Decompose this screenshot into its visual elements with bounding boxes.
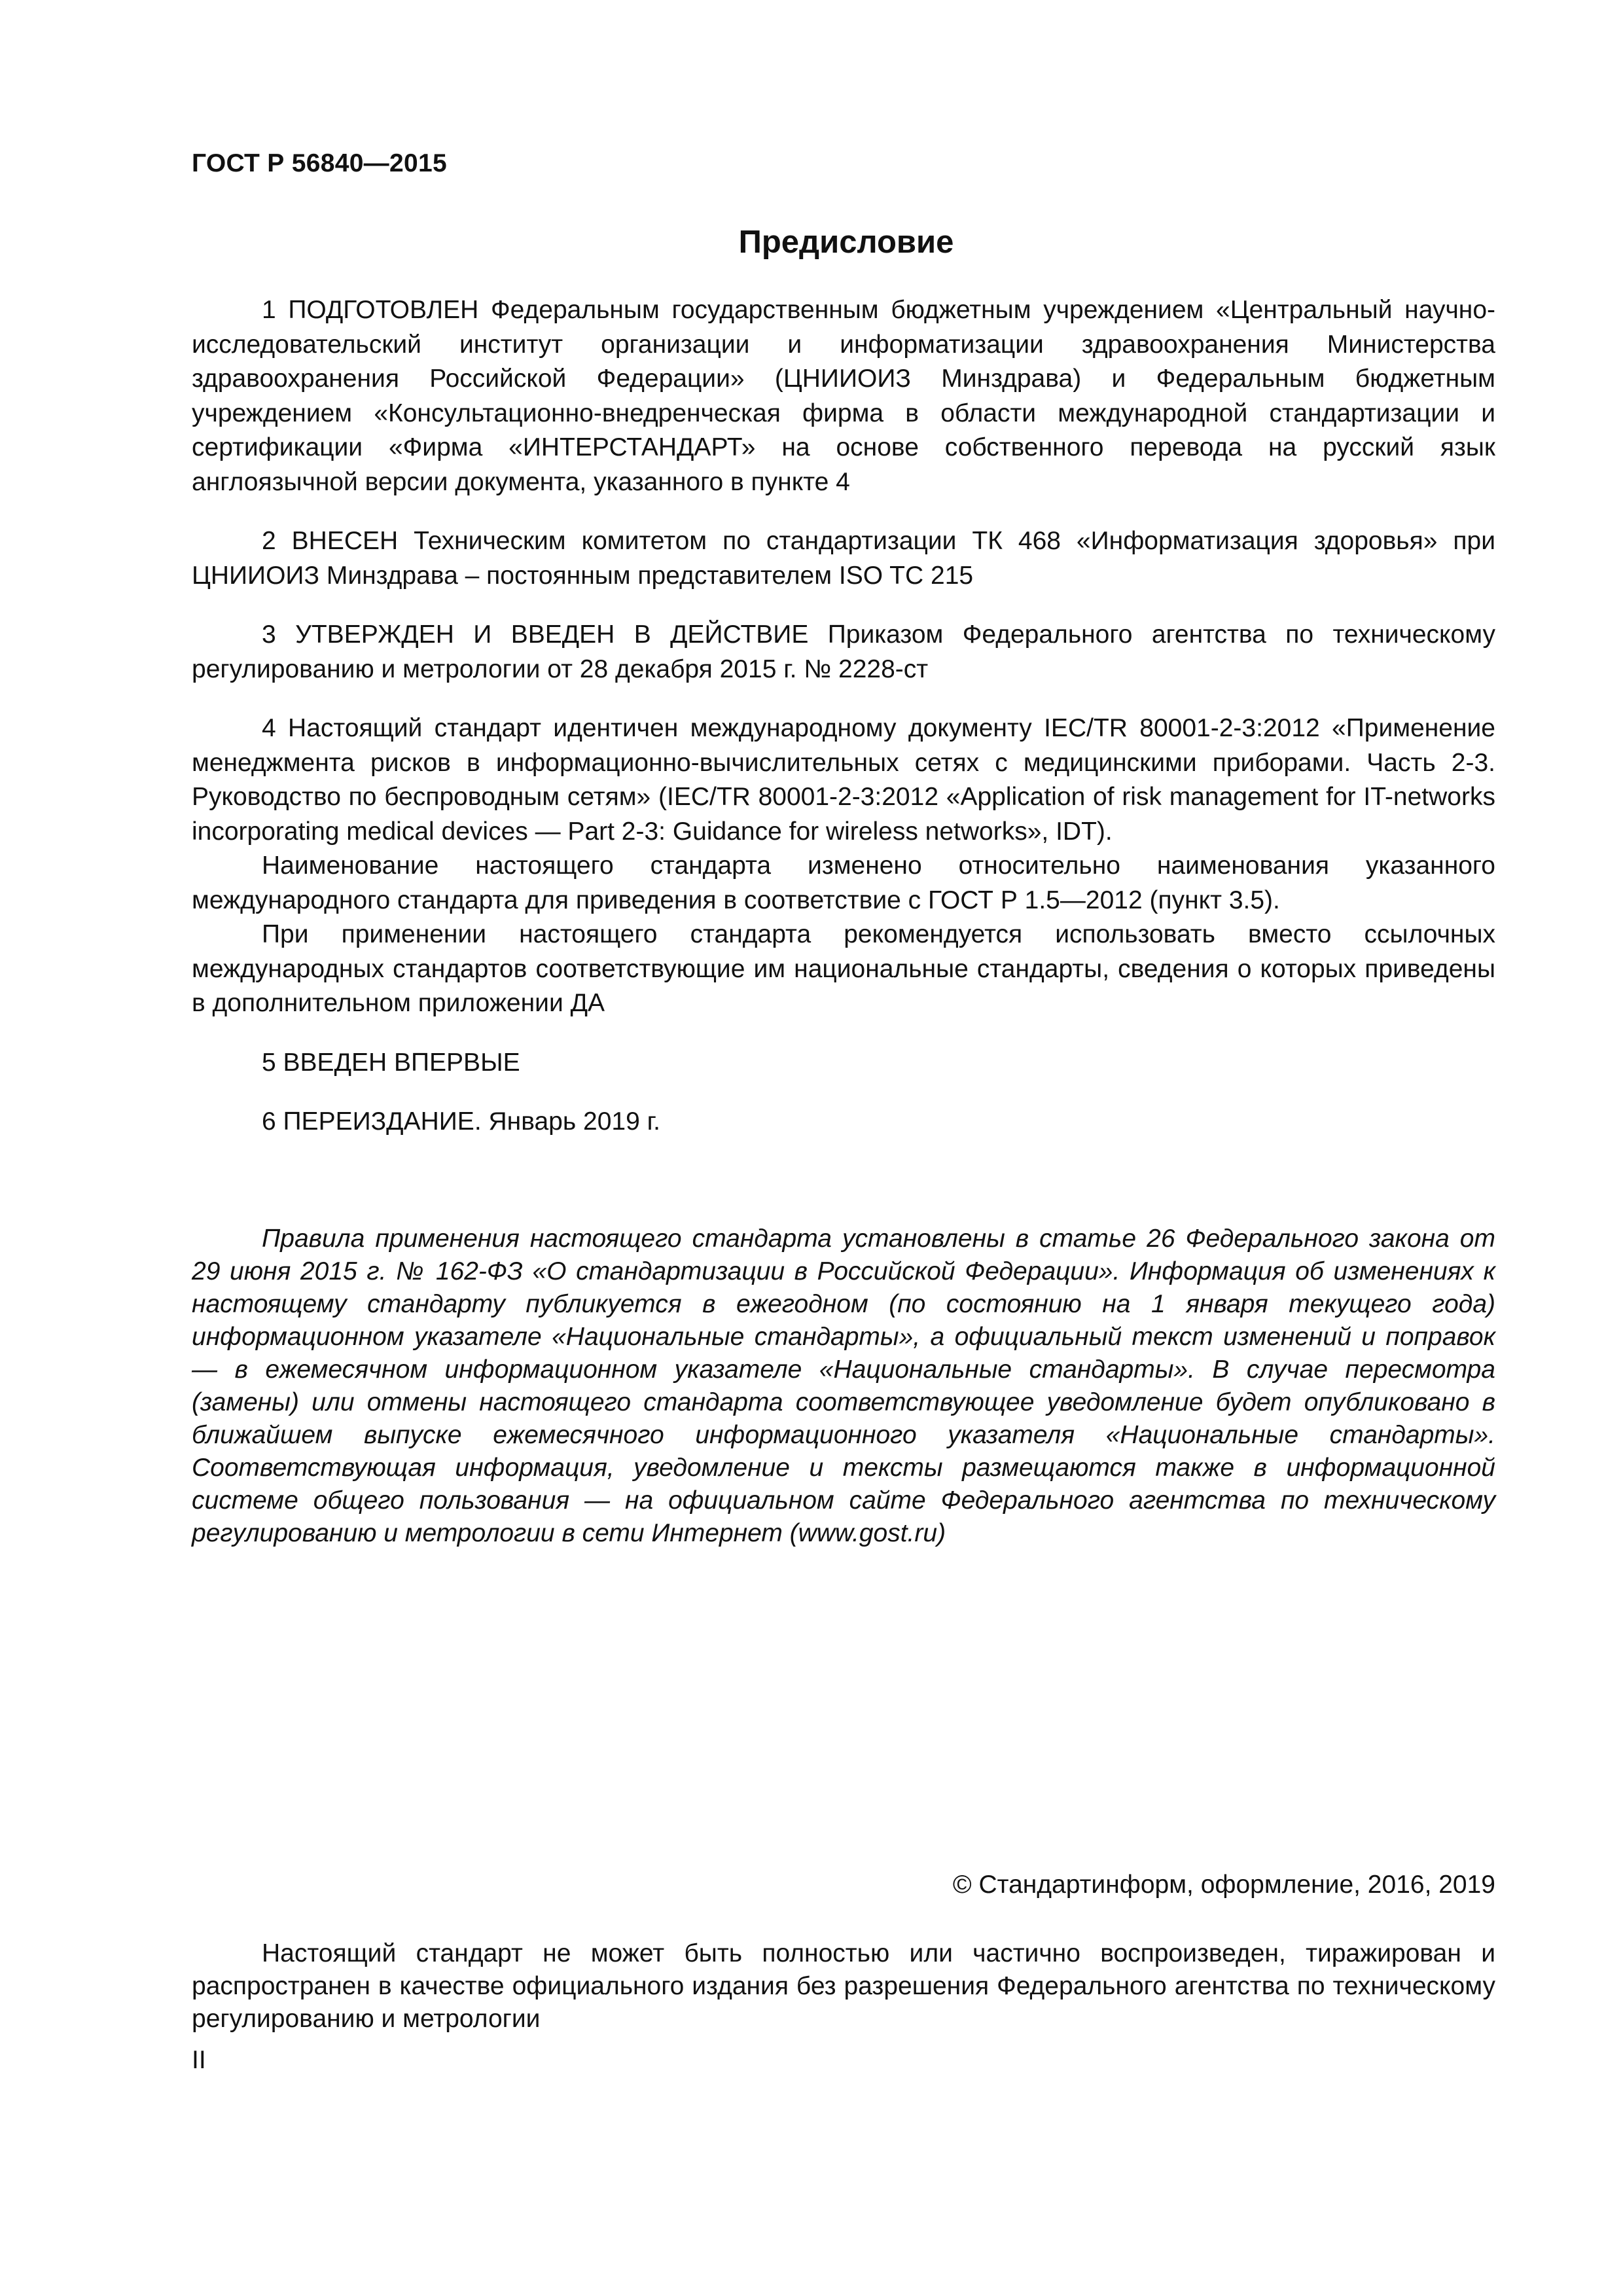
paragraph-national-standards: При применении настоящего стандарта рекомендуется использовать вместо ссылочных международных стандартов соответствующие им национальные стандарты, сведения о которых приведены в дополнительном приложении ДА [192, 920, 1495, 1017]
paragraph-name-changed: Наименование настоящего стандарта изменено относительно наименования указанного международного стандарта для приведения в соответствие с ГОСТ Р 1.5—2012 (пункт 3.5). [192, 852, 1495, 914]
copyright-line: © Стандартинформ, оформление, 2016, 2019 [952, 1871, 1495, 1899]
reproduction-text: Настоящий стандарт не может быть полностью или частично воспроизведен, тиражирован и распространен в качестве официального издания без разрешения Федерального агентства по техническому регулированию и метрологии [192, 1939, 1495, 2033]
paragraph-prepared-by: 1 ПОДГОТОВЛЕН Федеральным государственным бюджетным учреждением «Центральный научно-исследовательский институт организации и информатизации здравоохранения Министерства здравоохранения Российской Федерации» (ЦНИИОИЗ Минздрава) и Федеральным бюджетным учреждением «Консультационно-внедренческая фирма в области международной стандартизации и сертификации «Фирма «ИНТЕРСТАНДАРТ» на основе собственного перевода на русский язык англоязычной версии документа, указанного в пункте 4 [192, 296, 1495, 496]
paragraph-introduced-by: 2 ВНЕСЕН Техническим комитетом по стандартизации ТК 468 «Информатизация здоровья» при ЦНИИОИЗ Минздрава – постоянным представителем ISO TC 215 [192, 527, 1495, 590]
page-title: Предисловие [738, 224, 954, 260]
notice-text: Правила применения настоящего стандарта установлены в статье 26 Федерального закона от 29 июня 2015 г. № 162-ФЗ «О стандартизации в Российской Федерации». Информация об изменениях к настоящему стандарту публикуется в ежегодном (по состоянию на 1 января текущего года) информационном указателе «Национальные стандарты», а официальный текст изменений и поправок — в ежемесячном информационном указателе «Национальные стандарты». В случае пересмотра (замены) или отмены настоящего стандарта соответствующее уведомление будет опубликовано в ближайшем выпуске ежемесячного информационного указателя «Национальные стандарты». Соответствующая информация, уведомление и тексты размещаются также в информационной системе общего пользования — на официальном сайте Федерального агентства по техническому регулированию и метрологии в сети Интернет (www.gost.ru) [192, 1225, 1495, 1547]
foreword-body [192, 293, 1495, 1139]
application-rules-notice [192, 1223, 1495, 1550]
standard-code-header: ГОСТ Р 56840—2015 [192, 149, 447, 177]
paragraph-first-introduced: 5 ВВЕДЕН ВПЕРВЫЕ [262, 1048, 520, 1077]
paragraph-reissue: 6 ПЕРЕИЗДАНИЕ. Январь 2019 г. [262, 1107, 660, 1136]
paragraph-approved: 3 УТВЕРЖДЕН И ВВЕДЕН В ДЕЙСТВИЕ Приказом Федерального агентства по техническому регулированию и метрологии от 28 декабря 2015 г. № 2228-ст [192, 620, 1495, 683]
page-number: II [192, 2046, 206, 2074]
reproduction-notice [192, 1937, 1495, 2036]
paragraph-identical-to: 4 Настоящий стандарт идентичен международному документу IEC/TR 80001-2-3:2012 «Применение менеджмента рисков в информационно-вычислительных сетях с медицинскими приборами. Часть 2-3. Руководство по беспроводным сетям» (IEC/TR 80001-2-3:2012 «Application of risk management for IT-networks incorporating medical devices — Part 2-3: Guidance for wireless networks», IDT). [192, 714, 1495, 846]
